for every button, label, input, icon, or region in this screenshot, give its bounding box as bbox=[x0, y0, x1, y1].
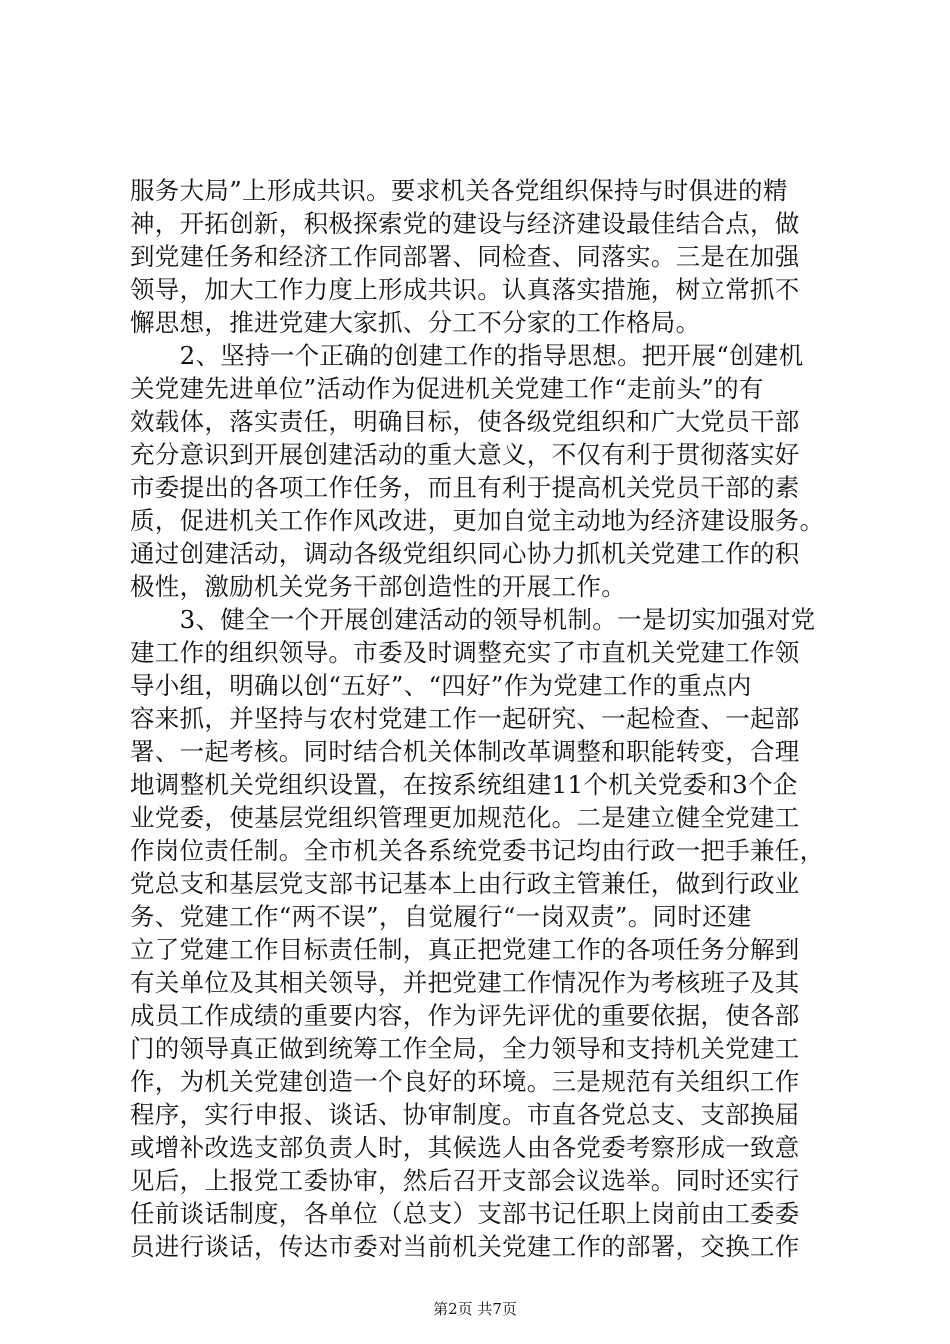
text-line: 神，开拓创新，积极探索党的建设与经济建设最佳结合点，做 bbox=[130, 209, 800, 238]
text-line: 见后，上报党工委协审，然后召开支部会议选举。同时还实行 bbox=[130, 1166, 800, 1195]
text-line: 领导，加大工作力度上形成共识。认真落实措施，树立常抓不 bbox=[130, 275, 800, 304]
text-line: 作，为机关党建创造一个良好的环境。三是规范有关组织工作 bbox=[130, 1067, 800, 1096]
text-line: 或增补改选支部负责人时，其候选人由各党委考察形成一致意 bbox=[130, 1133, 800, 1162]
text-line: 容来抓，并坚持与农村党建工作一起研究、一起检查、一起部 bbox=[130, 704, 800, 733]
text-line: 质，促进机关工作作风改进，更加自觉主动地为经济建设服务。 bbox=[130, 506, 825, 535]
text-line: 3、健全一个开展创建活动的领导机制。一是切实加强对党 bbox=[130, 605, 816, 634]
text-line: 员进行谈话，传达市委对当前机关党建工作的部署，交换工作 bbox=[130, 1232, 800, 1261]
body-text bbox=[130, 174, 830, 1263]
text-line: 程序，实行申报、谈话、协审制度。市直各党总支、支部换届 bbox=[130, 1100, 800, 1129]
text-line: 务、党建工作“两不误”，自觉履行“一岗双责”。同时还建 bbox=[130, 902, 752, 931]
text-line: 地调整机关党组织设置，在按系统组建11个机关党委和3个企 bbox=[130, 770, 798, 799]
text-line: 业党委，使基层党组织管理更加规范化。二是建立健全党建工 bbox=[130, 803, 800, 832]
page-number-footer: 第2页 共7页 bbox=[433, 1300, 517, 1318]
text-line: 市委提出的各项工作任务，而且有利于提高机关党员干部的素 bbox=[130, 473, 800, 502]
text-line: 充分意识到开展创建活动的重大意义，不仅有利于贯彻落实好 bbox=[130, 440, 800, 469]
text-line: 懈思想，推进党建大家抓、分工不分家的工作格局。 bbox=[130, 308, 701, 337]
text-line: 成员工作成绩的重要内容，作为评先评优的重要依据，使各部 bbox=[130, 1001, 800, 1030]
text-line: 建工作的组织领导。市委及时调整充实了市直机关党建工作领 bbox=[130, 638, 800, 667]
text-line: 2、坚持一个正确的创建工作的指导思想。把开展“创建机 bbox=[130, 341, 804, 370]
text-line: 关党建先进单位”活动作为促进机关党建工作“走前头”的有 bbox=[130, 374, 764, 403]
text-line: 任前谈话制度，各单位（总支）支部书记任职上岗前由工委委 bbox=[130, 1199, 800, 1228]
text-line: 服务大局”上形成共识。要求机关各党组织保持与时俱进的精 bbox=[130, 176, 788, 205]
text-line: 效载体，落实责任，明确目标，使各级党组织和广大党员干部 bbox=[130, 407, 800, 436]
text-line: 署、一起考核。同时结合机关体制改革调整和职能转变，合理 bbox=[130, 737, 800, 766]
text-line: 立了党建工作目标责任制，真正把党建工作的各项任务分解到 bbox=[130, 935, 800, 964]
text-line: 极性，激励机关党务干部创造性的开展工作。 bbox=[130, 572, 626, 601]
text-line: 通过创建活动，调动各级党组织同心协力抓机关党建工作的积 bbox=[130, 539, 800, 568]
text-line: 门的领导真正做到统筹工作全局，全力领导和支持机关党建工 bbox=[130, 1034, 800, 1063]
text-line: 有关单位及其相关领导，并把党建工作情况作为考核班子及其 bbox=[130, 968, 800, 997]
text-line: 党总支和基层党支部书记基本上由行政主管兼任，做到行政业 bbox=[130, 869, 800, 898]
text-line: 到党建任务和经济工作同部署、同检查、同落实。三是在加强 bbox=[130, 242, 800, 271]
text-line: 导小组，明确以创“五好”、“四好”作为党建工作的重点内 bbox=[130, 671, 752, 700]
text-line: 作岗位责任制。全市机关各系统党委书记均由行政一把手兼任， bbox=[130, 836, 825, 865]
